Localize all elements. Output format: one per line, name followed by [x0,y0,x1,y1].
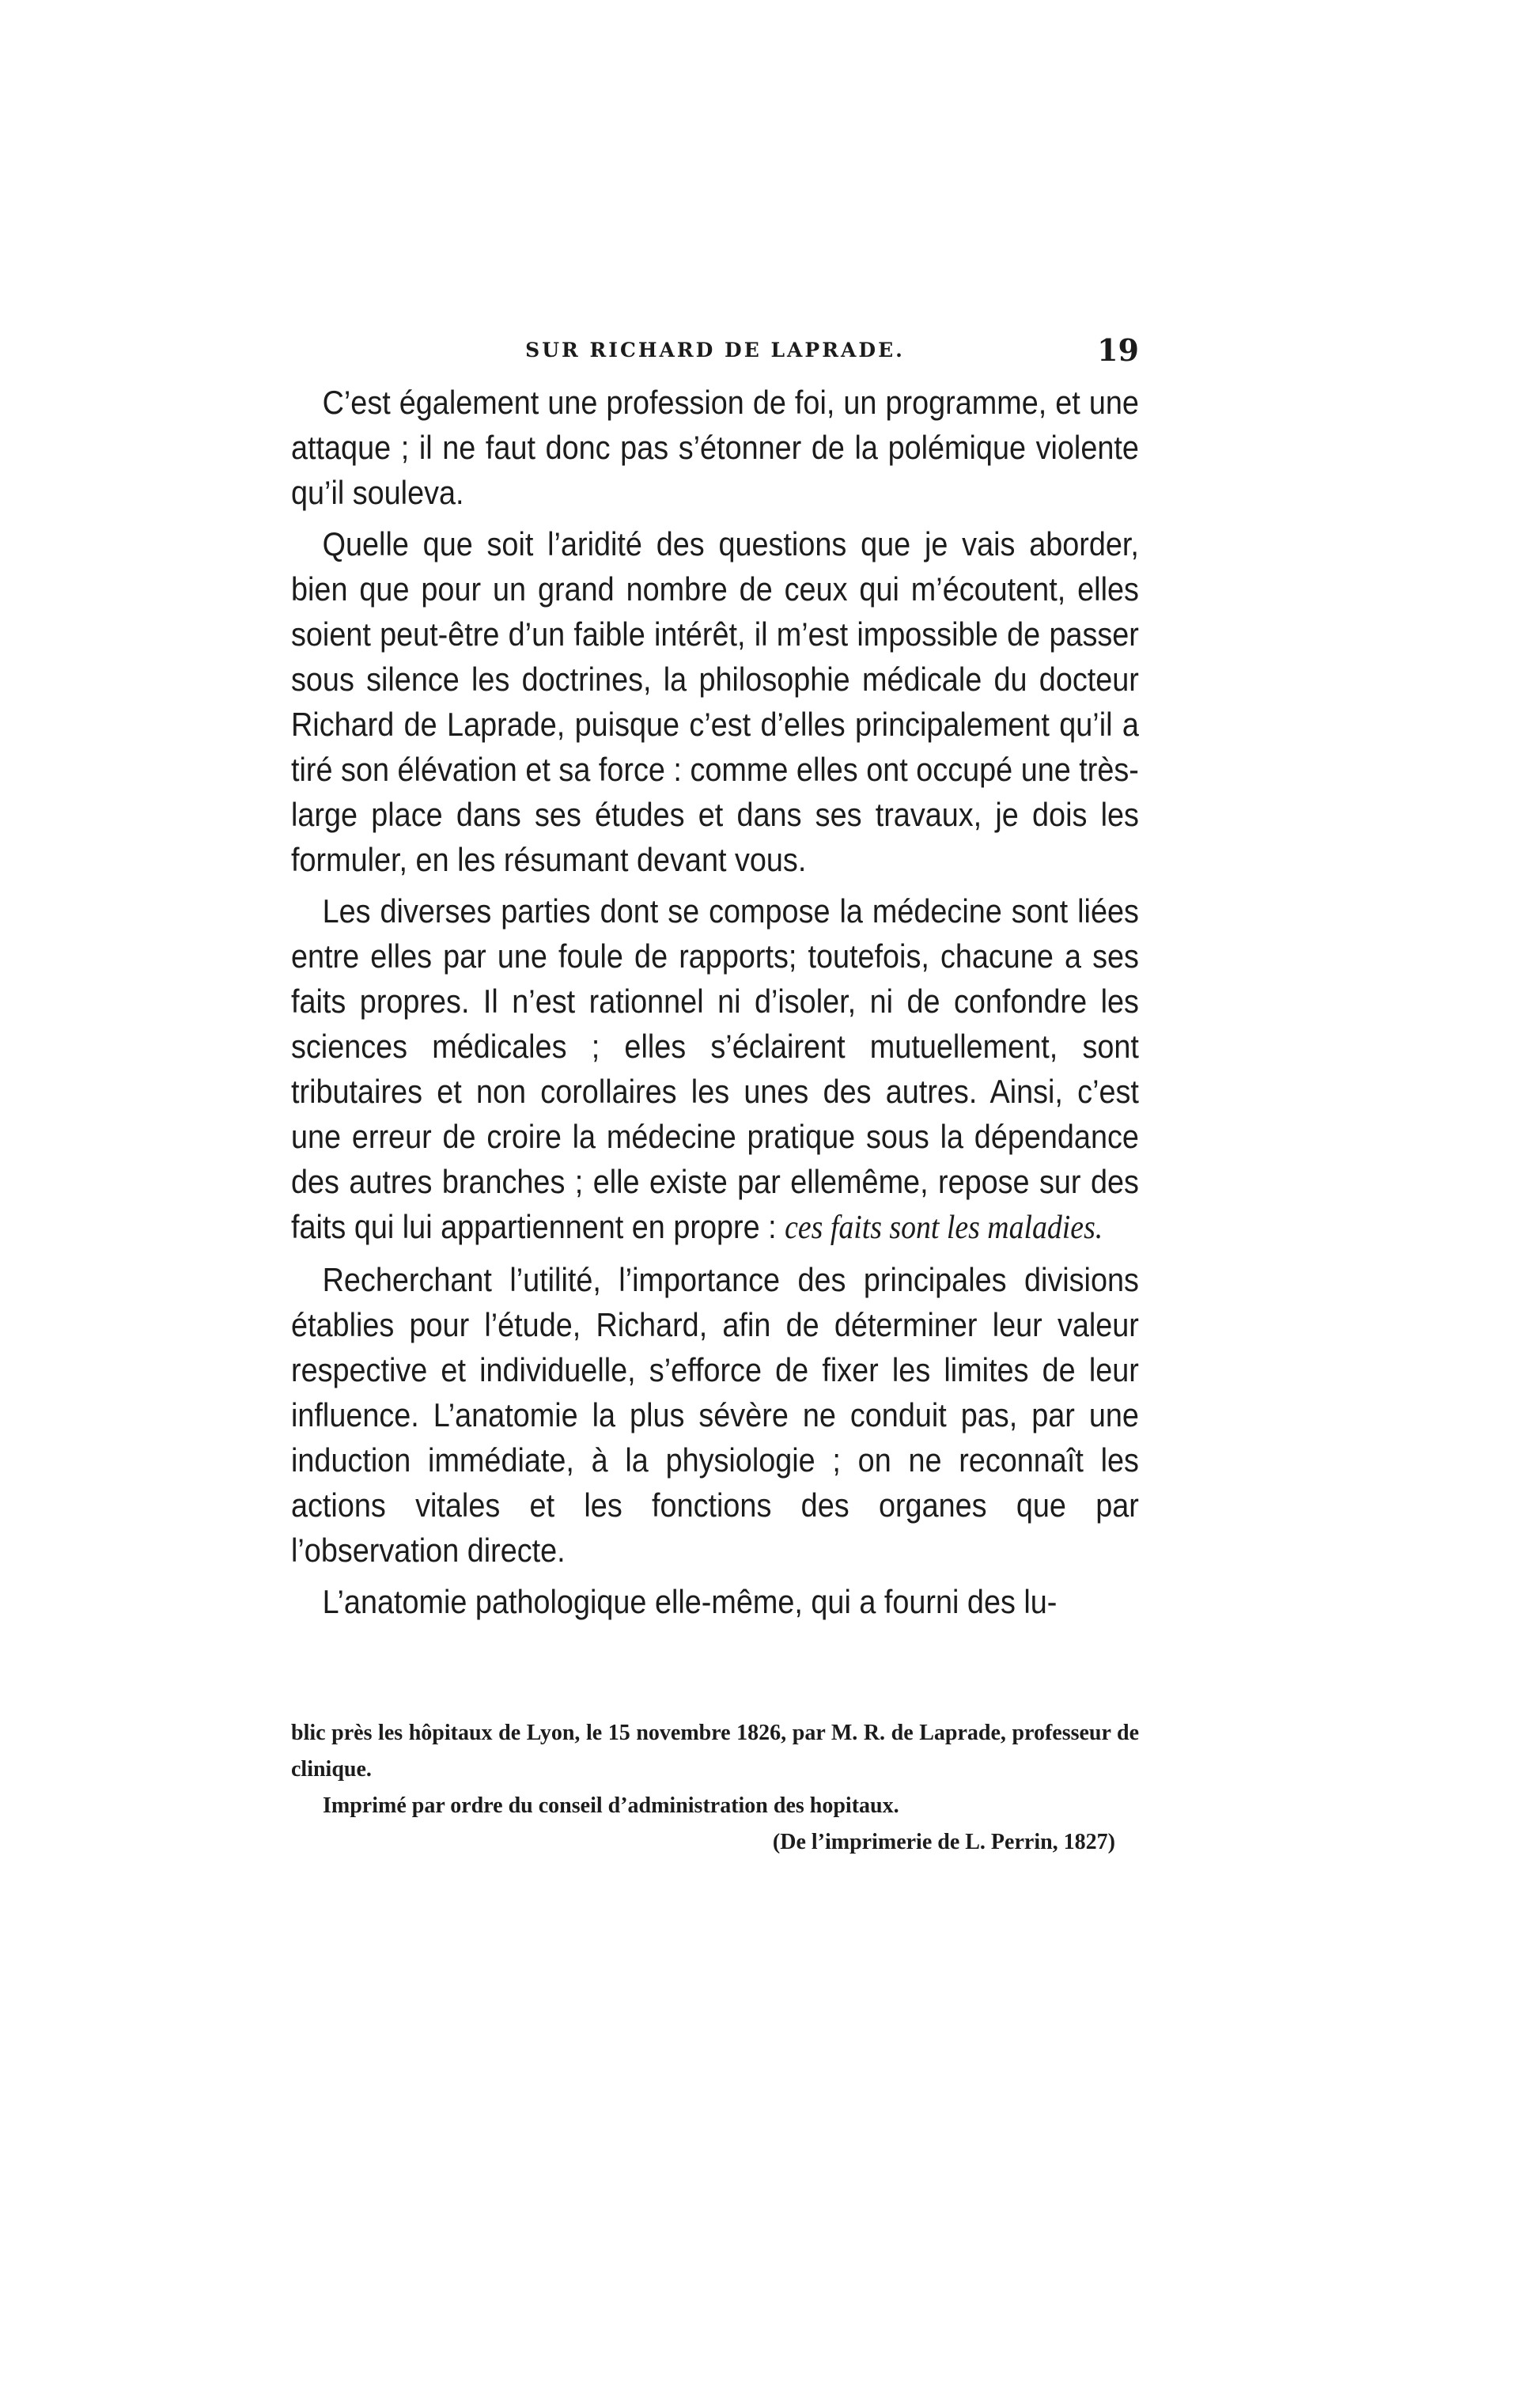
footnote-line: Imprimé par ordre du conseil d’administration des hopitaux. [323,1793,899,1818]
paragraph-text: Les diverses parties dont se compose la médecine sont liées entre elles par une foule de rapports; toutefois, chacune a ses faits propres. Il n’est rationnel ni d’isoler, ni de confondre les sciences médicales ; elles s’éclairent mutuellement, sont tributaires et non corollaires les unes des autres. Ainsi, c’est une erreur de croire la médecine pratique sous la dépendance des autres branches ; elle existe par ellemême, repose sur des faits qui lui appartiennent en propre : [291,892,1139,1245]
paragraph: L’anatomie pathologique elle-même, qui a fourni des lu- [322,1583,1058,1620]
running-title: SUR RICHARD DE LAPRADE. [525,339,905,362]
paragraph: Quelle que soit l’aridité des questions que je vais aborder, bien que pour un grand nombre de ceux qui m’écoutent, elles soient peut-être d’un faible intérêt, il m’est impossible de passer sous silence les doctrines, la philosophie médicale du docteur Richard de Laprade, puisque c’est d’elles principalement qu’il a tiré son élévation et sa force : comme elles ont occupé une très-large place dans ses études et dans ses travaux, je dois les formuler, en les résumant devant vous. [291,525,1139,878]
paragraph [291,888,1139,1251]
italic-phrase: ces faits sont les maladies. [785,1210,1103,1246]
paragraph: Recherchant l’utilité, l’importance des principales divisions établies pour l’étude, Richard, afin de déterminer leur valeur respective et individuelle, s’efforce de fixer les limites de leur influence. L’anatomie la plus sévère ne conduit pas, par une induction immédiate, à la physiologie ; on ne reconnaît les actions vitales et les fonctions des organes que par l’observation directe. [291,1261,1139,1569]
page-number: 19 [1097,332,1139,368]
running-head [291,332,1139,368]
footnote [291,1715,1139,1861]
body-text [291,380,1139,1630]
footnote-line: blic près les hôpitaux de Lyon, le 15 novembre 1826, par M. R. de Laprade, professeur de clinique. [291,1721,1139,1782]
footnote-imprint: (De l’imprimerie de L. Perrin, 1827) [772,1830,1115,1854]
paragraph: C’est également une profession de foi, un programme, et une attaque ; il ne faut donc pas s’étonner de la polémique violente qu’il souleva. [291,384,1139,511]
